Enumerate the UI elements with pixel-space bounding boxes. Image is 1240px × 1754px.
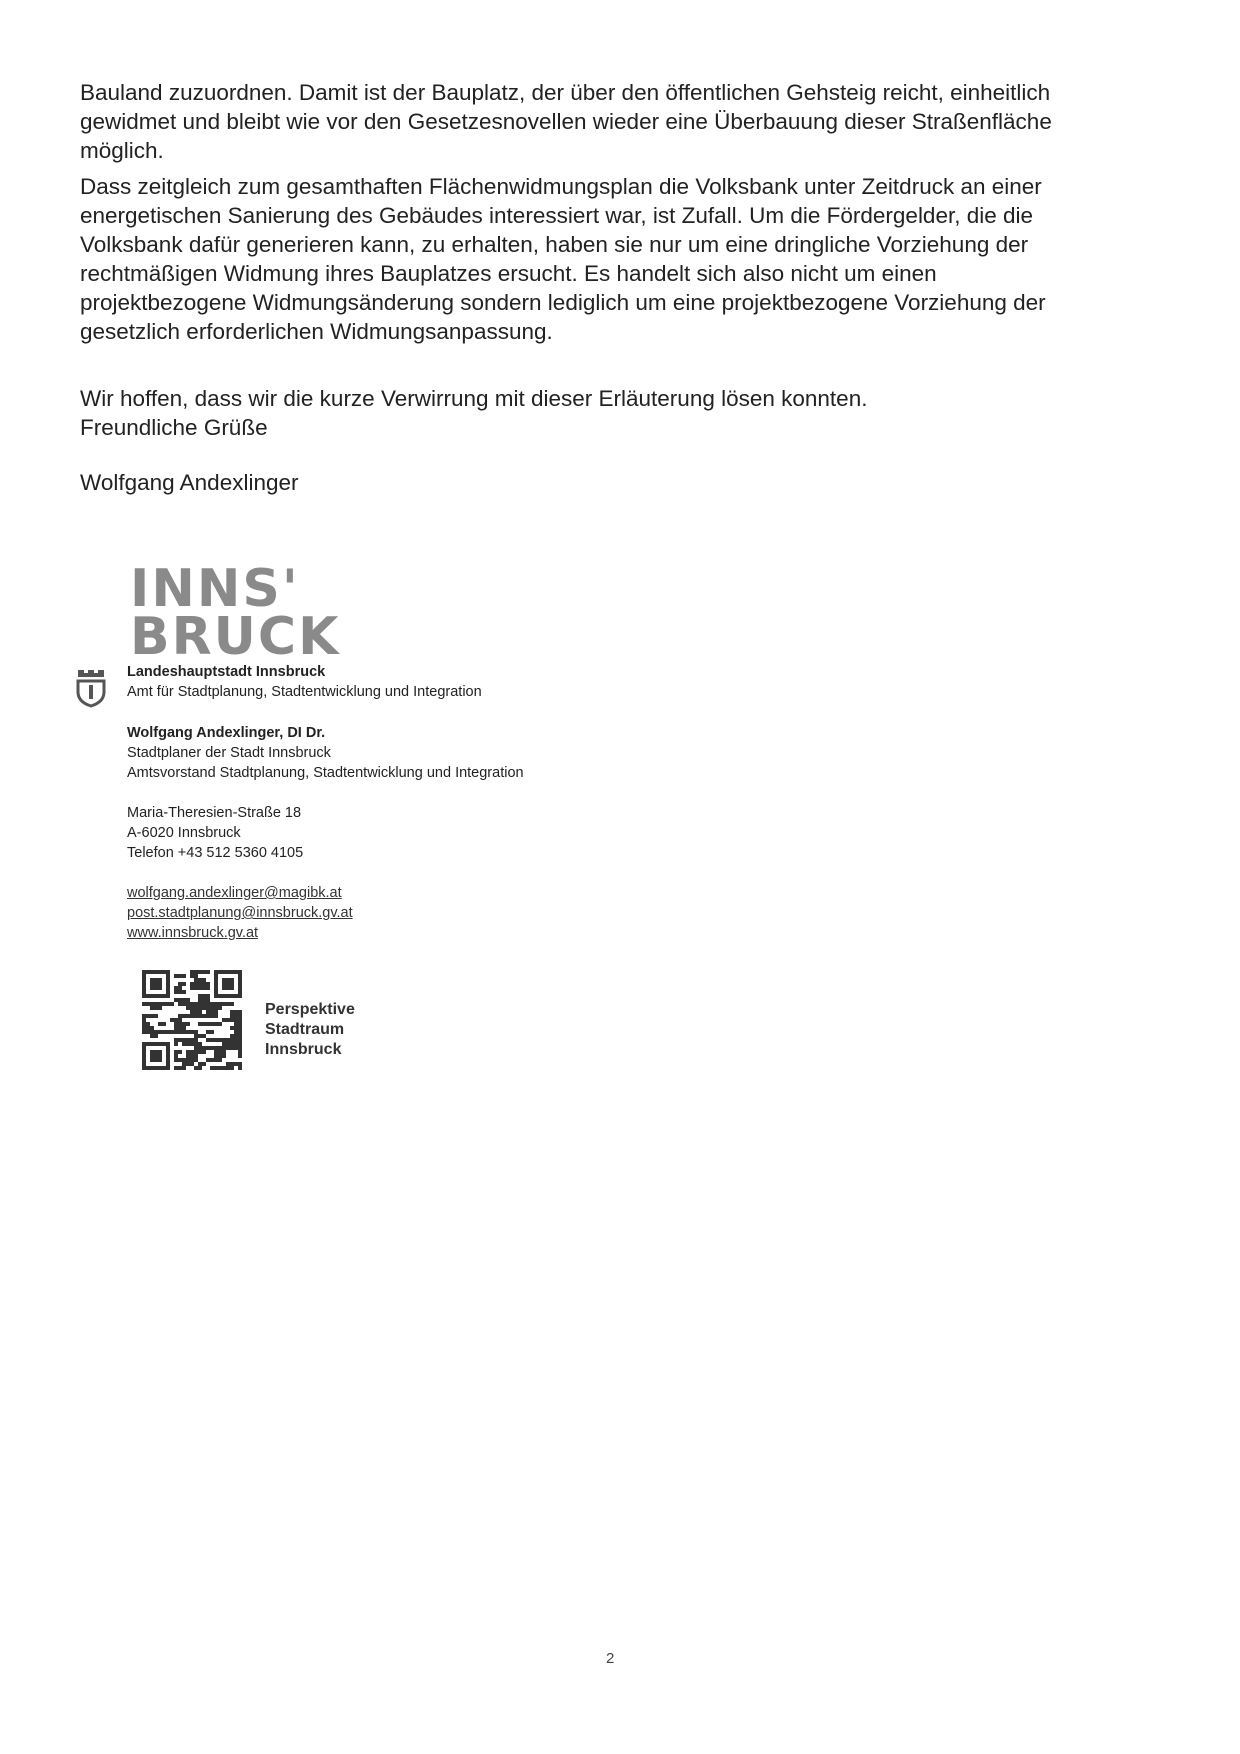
email-link[interactable]: post.stadtplanung@innsbruck.gv.at — [127, 905, 353, 921]
paragraph-line: gesetzlich erforderlichen Widmungsanpassung. — [80, 319, 553, 344]
paragraph-line: gewidmet und bleibt wie vor den Gesetzesnovellen wieder eine Überbauung dieser Straßenfläche — [80, 109, 1052, 134]
logo-line-1: INNS' — [130, 559, 300, 619]
qr-label-line: Perspektive — [265, 1001, 355, 1018]
closing-line: Wir hoffen, dass wir die kurze Verwirrung mit dieser Erläuterung lösen konnten. — [80, 386, 868, 411]
qr-label — [265, 1000, 355, 1060]
city-crest-icon — [76, 668, 106, 708]
sender-name: Wolfgang Andexlinger — [80, 470, 299, 495]
paragraph-line: Dass zeitgleich zum gesamthaften Flächenwidmungsplan die Volksbank unter Zeitdruck an einer — [80, 174, 1042, 199]
city: A-6020 Innsbruck — [127, 825, 241, 841]
person-title: Amtsvorstand Stadtplanung, Stadtentwicklung und Integration — [127, 765, 524, 781]
person-title: Stadtplaner der Stadt Innsbruck — [127, 745, 331, 761]
page-number: 2 — [606, 1650, 615, 1667]
signature-address — [127, 803, 303, 863]
department-name: Amt für Stadtplanung, Stadtentwicklung und Integration — [127, 684, 482, 700]
paragraph-1 — [80, 78, 1170, 165]
qr-label-line: Stadtraum — [265, 1021, 345, 1038]
website-link[interactable]: www.innsbruck.gv.at — [127, 925, 259, 941]
org-name: Landeshauptstadt Innsbruck — [127, 664, 326, 680]
paragraph-line: Bauland zuzuordnen. Damit ist der Bauplatz, der über den öffentlichen Gehsteig reicht, einheitlich — [80, 80, 1051, 105]
logo-line-2: BRUCK — [130, 607, 341, 667]
person-name: Wolfgang Andexlinger, DI Dr. — [127, 725, 326, 741]
qr-code-icon — [142, 970, 242, 1070]
signature-links — [127, 883, 353, 943]
phone: Telefon +43 512 5360 4105 — [127, 845, 304, 861]
qr-label-line: Innsbruck — [265, 1041, 342, 1058]
paragraph-2 — [80, 172, 1170, 346]
closing — [80, 384, 867, 442]
paragraph-line: möglich. — [80, 138, 164, 163]
paragraph-line: Volksbank dafür generieren kann, zu erhalten, haben sie nur um eine dringliche Vorziehung der — [80, 232, 1029, 257]
signature-person — [127, 723, 524, 783]
paragraph-line: projektbezogene Widmungsänderung sondern lediglich um eine projektbezogene Vorziehung der — [80, 290, 1046, 315]
paragraph-line: rechtmäßigen Widmung ihres Bauplatzes ersucht. Es handelt sich also nicht um einen — [80, 261, 937, 286]
signature-organization — [127, 662, 482, 702]
paragraph-line: energetischen Sanierung des Gebäudes interessiert war, ist Zufall. Um die Fördergelder, die die — [80, 203, 1034, 228]
innsbruck-logo — [130, 559, 341, 667]
closing-greeting: Freundliche Grüße — [80, 415, 268, 440]
email-link[interactable]: wolfgang.andexlinger@magibk.at — [127, 885, 342, 901]
street: Maria-Theresien-Straße 18 — [127, 805, 302, 821]
